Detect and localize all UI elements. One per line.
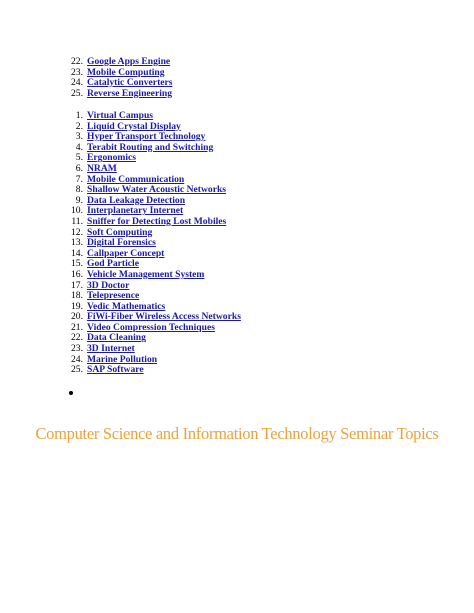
- topic-link[interactable]: 3D Internet: [87, 343, 135, 355]
- bullet-point: [69, 391, 73, 395]
- list-item-number: 7.: [75, 173, 83, 185]
- list-item: [62, 111, 442, 122]
- topic-link[interactable]: Mobile Communication: [87, 173, 185, 185]
- list-item-number: 11.: [71, 215, 83, 227]
- list-item-number: 22.: [71, 56, 83, 67]
- topic-link[interactable]: Interplanetary Internet: [87, 205, 184, 217]
- list-item-number: 12.: [71, 226, 83, 238]
- list-item-number: 18.: [71, 290, 83, 302]
- list-item-number: 8.: [75, 184, 83, 196]
- list-item: [62, 217, 442, 228]
- list-item: [62, 365, 442, 376]
- list-item-number: 5.: [75, 152, 83, 164]
- list-item-number: 25.: [71, 87, 83, 99]
- list-item-number: 15.: [71, 258, 83, 270]
- topic-link[interactable]: Terabit Routing and Switching: [87, 141, 214, 153]
- list-item: [62, 89, 442, 100]
- list-item-number: 4.: [75, 141, 83, 153]
- topic-link[interactable]: Liquid Crystal Display: [87, 120, 181, 132]
- topic-link[interactable]: Data Cleaning: [87, 332, 146, 344]
- list-item-number: 19.: [71, 300, 83, 312]
- topic-link[interactable]: Vehicle Management System: [87, 268, 205, 280]
- topic-link[interactable]: Digital Forensics: [87, 237, 156, 249]
- topic-link[interactable]: Soft Computing: [87, 226, 153, 238]
- topic-link[interactable]: Reverse Engineering: [87, 87, 172, 99]
- list-item-number: 22.: [71, 332, 83, 344]
- topic-link[interactable]: God Particle: [87, 258, 139, 270]
- topic-link[interactable]: SAP Software: [87, 364, 144, 376]
- topic-link[interactable]: Google Apps Engine: [87, 56, 171, 67]
- topic-link[interactable]: Vedic Mathematics: [87, 300, 166, 312]
- list-item-number: 23.: [71, 66, 83, 78]
- topic-list-cs-it: [62, 111, 442, 376]
- list-item-number: 21.: [71, 321, 83, 333]
- list-item-number: 13.: [71, 237, 83, 249]
- topic-link[interactable]: FiWi-Fiber Wireless Access Networks: [87, 311, 241, 323]
- list-item-number: 6.: [75, 162, 83, 174]
- topic-link[interactable]: Callpaper Concept: [87, 247, 165, 259]
- list-item-number: 23.: [71, 343, 83, 355]
- topic-link[interactable]: Video Compression Techniques: [87, 321, 215, 333]
- topic-link[interactable]: 3D Doctor: [87, 279, 130, 291]
- list-item-number: 24.: [71, 353, 83, 365]
- topic-link[interactable]: Virtual Campus: [87, 110, 154, 121]
- list-item-number: 10.: [71, 205, 83, 217]
- topic-link[interactable]: Sniffer for Detecting Lost Mobiles: [87, 215, 227, 227]
- list-item-number: 9.: [75, 194, 83, 206]
- topic-link[interactable]: Shallow Water Acoustic Networks: [87, 184, 227, 196]
- topic-link[interactable]: Mobile Computing: [87, 66, 165, 78]
- topic-link[interactable]: Catalytic Converters: [87, 77, 173, 89]
- topic-link[interactable]: Ergonomics: [87, 152, 137, 164]
- list-item-number: 2.: [75, 120, 83, 132]
- list-item-number: 20.: [71, 311, 83, 323]
- list-item: [62, 164, 442, 175]
- topic-link[interactable]: Telepresence: [87, 290, 140, 302]
- list-item-number: 24.: [71, 77, 83, 89]
- list-item-number: 25.: [71, 364, 83, 376]
- list-item: [62, 57, 442, 68]
- list-item-number: 17.: [71, 279, 83, 291]
- list-item-number: 1.: [75, 110, 83, 121]
- section-heading: Computer Science and Information Technology Seminar Topics: [35, 424, 439, 443]
- topic-list-continued: [62, 57, 442, 99]
- list-item-number: 3.: [75, 131, 83, 143]
- topic-link[interactable]: Hyper Transport Technology: [87, 131, 206, 143]
- list-item: [62, 270, 442, 281]
- topic-link[interactable]: NRAM: [87, 162, 117, 174]
- list-item: [62, 153, 442, 164]
- list-item-number: 14.: [71, 247, 83, 259]
- list-item-number: 16.: [71, 268, 83, 280]
- topic-link[interactable]: Data Leakage Detection: [87, 194, 186, 206]
- topic-link[interactable]: Marine Pollution: [87, 353, 158, 365]
